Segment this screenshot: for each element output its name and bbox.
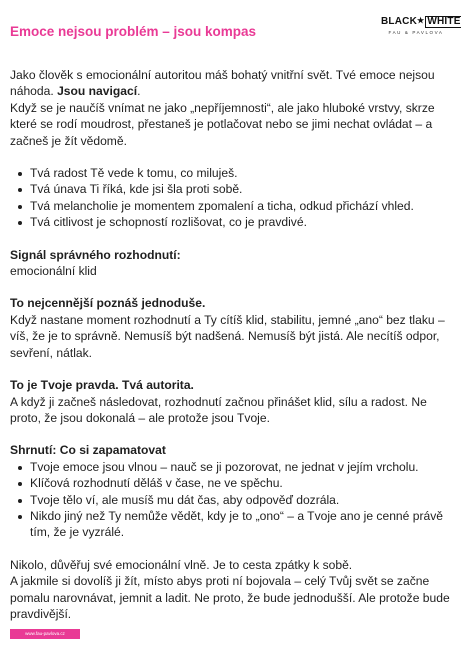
emotions-list [10, 165, 450, 231]
precious-text: Když nastane moment rozhodnutí a Ty cítíš klid, stabilitu, jemné „ano“ bez tlaku – víš, že je to správně. Nemusíš být nadšená. Nemusíš být jistá. Ale necítíš odpor, sevření, nátlak. [10, 312, 445, 360]
document-body [10, 67, 450, 622]
logo-black: BLACK [381, 16, 417, 27]
summary-heading: Shrnutí: Co si zapamatovat [10, 443, 166, 458]
list-item: Tvá melancholie je momentem zpomalení a ticha, odkud přichází vhled. [10, 198, 450, 214]
signal-text: emocionální klid [10, 264, 97, 279]
list-item: Tvá citlivost je schopností rozlišovat, co je pravdivé. [10, 214, 450, 230]
closing-paragraph-1: Nikolo, důvěřuj své emocionální vlně. Je to cesta zpátky k sobě. [10, 557, 353, 572]
logo-wordmark [381, 15, 461, 28]
list-item: Klíčová rozhodnutí děláš v čase, ne ve spěchu. [10, 475, 450, 491]
list-item: Tvoje emoce jsou vlnou – nauč se ji pozorovat, ne jednat v jejím vrcholu. [10, 459, 450, 475]
precious-heading: To nejcennější poznáš jednoduše. [10, 296, 206, 311]
logo-white: WHITE [427, 16, 461, 27]
intro-text: Jako člověk s emocionální autoritou máš bohatý vnitřní svět. Tvé emoce nejsou náhoda. [10, 68, 435, 99]
summary-list [10, 459, 450, 541]
intro-period: . [137, 84, 141, 99]
footer-url[interactable]: www.fau-pavlova.cz [10, 629, 80, 639]
list-item: Tvá radost Tě vede k tomu, co miluješ. [10, 165, 450, 181]
list-item: Tvá únava Ti říká, kde jsi šla proti sobě. [10, 181, 450, 197]
page-title: Emoce nejsou problém – jsou kompas [10, 24, 257, 39]
truth-heading: To je Tvoje pravda. Tvá autorita. [10, 378, 194, 393]
closing-paragraph-2: A jakmile si dovolíš ji žít, místo abys proti ní bojovala – celý Tvůj svět se začne pomalu narovnávat, jemnit a ladit. Ne proto, že bude jednodušší. Ale protože bude pravdivější. [10, 574, 450, 621]
list-item: Tvoje tělo ví, ale musíš mu dát čas, aby odpověď dozrála. [10, 492, 450, 508]
truth-text: A když ji začneš následovat, rozhodnutí začnou přinášet klid, sílu a radost. Ne proto, že jsou dokonalá – ale protože jsou Tvoje. [10, 394, 427, 425]
brand-logo [381, 15, 461, 36]
logo-subtitle: FAU & PAVLOVA [388, 30, 444, 35]
intro-emphasis: Jsou navigací [57, 84, 138, 99]
intro-paragraph-2: Když se je naučíš vnímat ne jako „nepříjemnosti“, ale jako hluboké vrstvy, skrze které se rodí moudrost, přestaneš je potlačovat nebo se jimi nechat ovládat – a začneš je žít vědomě. [10, 100, 435, 148]
intro-paragraph [10, 67, 450, 100]
list-item: Nikdo jiný než Ty nemůže vědět, kdy je to „ono“ – a Tvoje ano je cenné právě tím, že je vyzrálé. [10, 508, 450, 541]
star-icon: ★ [417, 16, 425, 25]
signal-heading: Signál správného rozhodnutí: [10, 247, 181, 262]
